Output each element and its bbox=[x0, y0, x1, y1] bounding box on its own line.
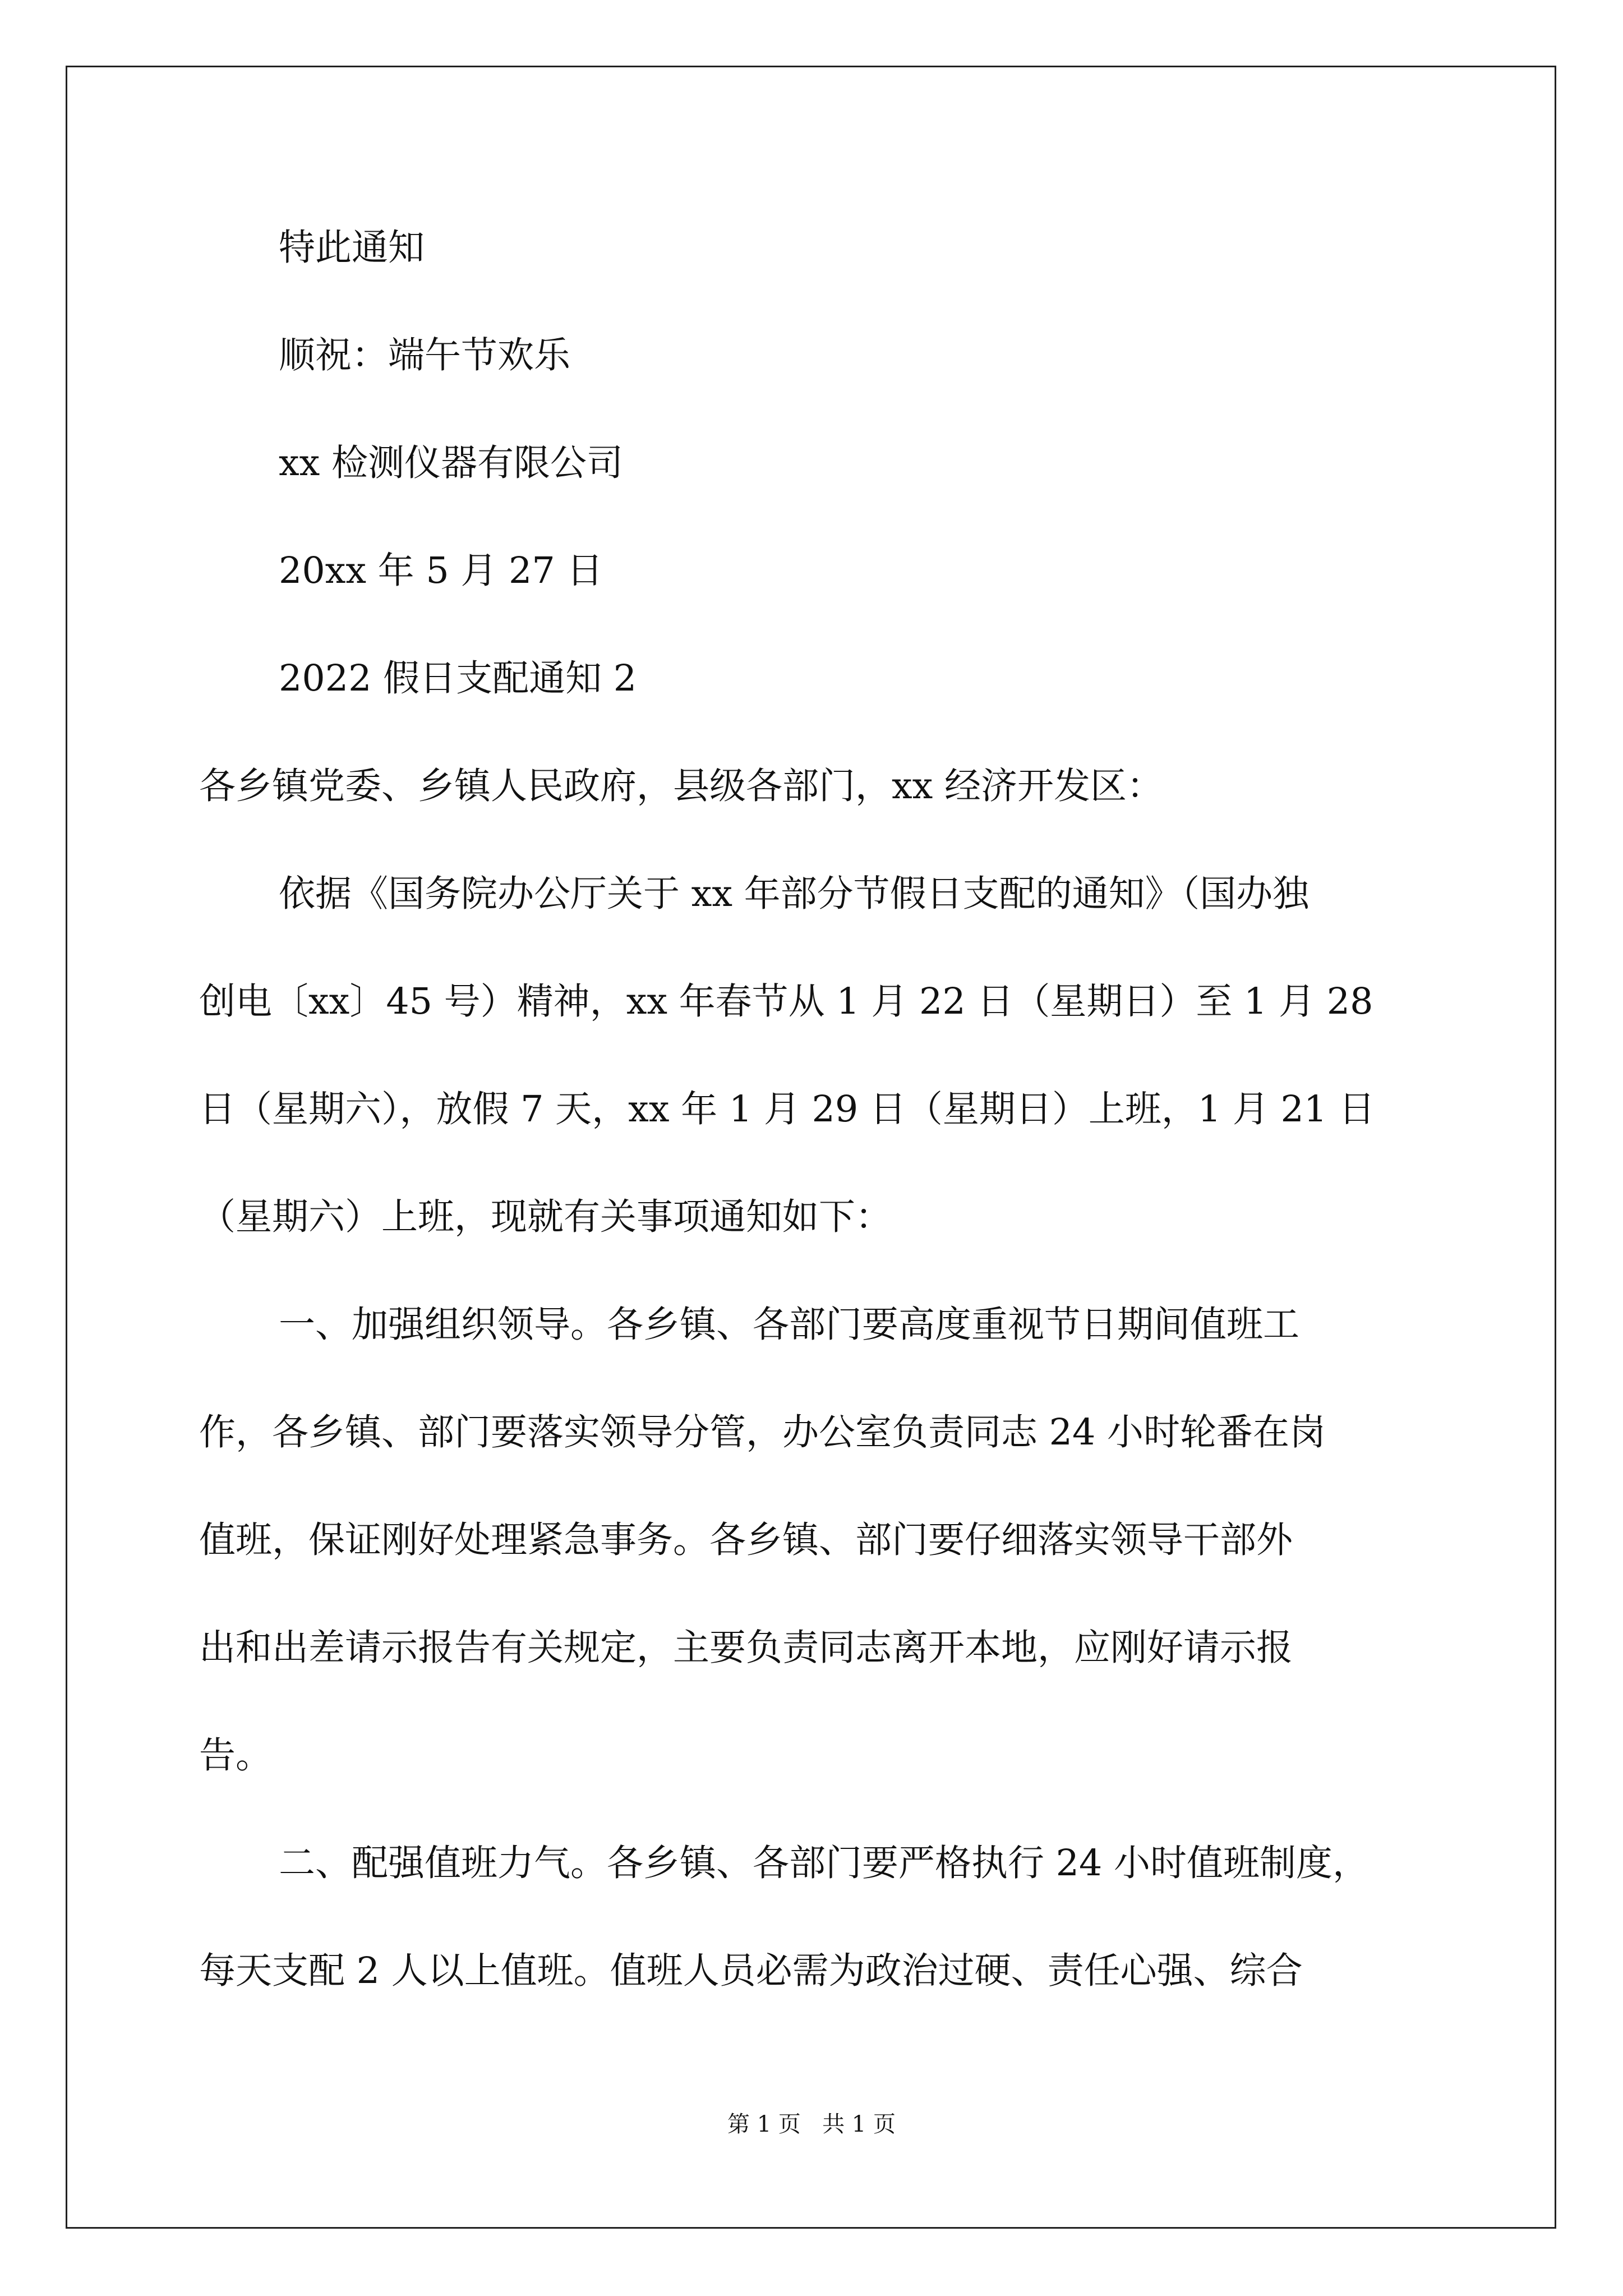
paragraph-line: 依据《国务院办公厅关于 xx 年部分节假日支配的通知》（国办独 bbox=[279, 873, 1310, 915]
paragraph-line: 二、配强值班力气。各乡镇、各部门要严格执行 24 小时值班制度， bbox=[279, 1842, 1370, 1884]
page-footer: 第 1 页 共 1 页 bbox=[727, 2111, 896, 2137]
paragraph-line: 告。 bbox=[199, 1734, 273, 1777]
section-heading: 2022 假日支配通知 2 bbox=[279, 657, 637, 700]
paragraph-line: 每天支配 2 人以上值班。值班人员必需为政治过硬、责任心强、综合 bbox=[199, 1950, 1303, 1992]
paragraph-line: 出和出差请示报告有关规定，主要负责同志离开本地，应刚好请示报 bbox=[199, 1627, 1293, 1669]
paragraph-line: 值班，保证刚好处理紧急事务。各乡镇、部门要仔细落实领导干部外 bbox=[199, 1519, 1293, 1561]
paragraph-line: 作，各乡镇、部门要落实领导分管，办公室负责同志 24 小时轮番在岗 bbox=[199, 1411, 1326, 1453]
paragraph-line: 一、加强组织领导。各乡镇、各部门要高度重视节日期间值班工 bbox=[279, 1304, 1300, 1346]
company-name: xx 检测仪器有限公司 bbox=[279, 442, 623, 484]
paragraph-line: 日（星期六），放假 7 天，xx 年 1 月 29 日（星期日）上班，1 月 21 日 bbox=[199, 1088, 1375, 1130]
page-border bbox=[66, 66, 1556, 2229]
greeting-line: 顺祝：端午节欢乐 bbox=[279, 334, 571, 376]
closing-line: 特此通知 bbox=[279, 227, 425, 269]
paragraph-line: 创电〔xx〕45 号）精神，xx 年春节从 1 月 22 日（星期日）至 1 月 28 bbox=[199, 981, 1373, 1023]
paragraph-line: （星期六）上班，现就有关事项通知如下： bbox=[199, 1196, 892, 1238]
signature-date: 20xx 年 5 月 27 日 bbox=[279, 550, 603, 592]
recipient-line: 各乡镇党委、乡镇人民政府，县级各部门，xx 经济开发区： bbox=[199, 765, 1163, 807]
